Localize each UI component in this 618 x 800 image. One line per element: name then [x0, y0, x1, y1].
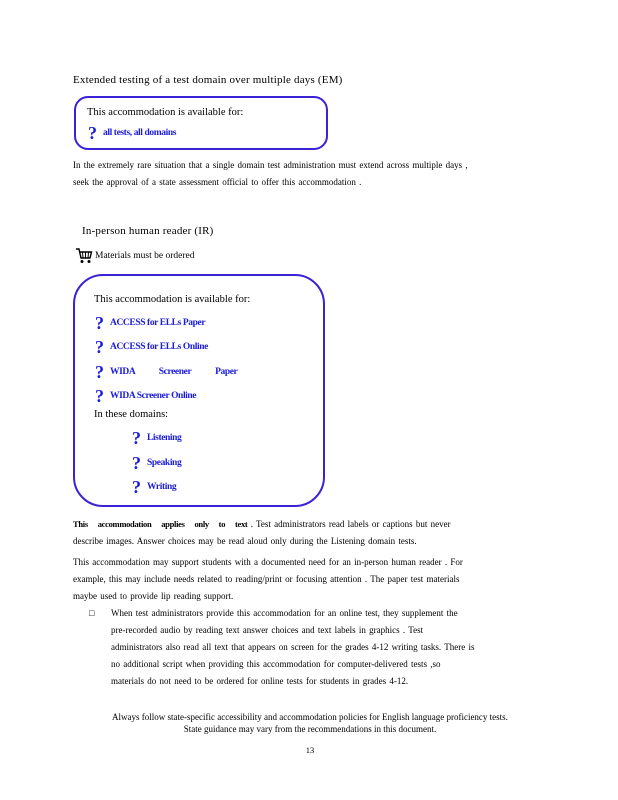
question-mark-bullet-icon: ? — [88, 123, 97, 143]
availability-box-em — [74, 96, 328, 150]
paragraph-line: This accommodation may support students with a documented need for an in-person human reader . For — [73, 557, 463, 567]
list-item-label: ACCESS for ELLs Paper — [110, 318, 206, 328]
shopping-cart-icon — [75, 247, 93, 265]
paragraph-line: When test administrators provide this accommodation for an online test, they supplement the — [111, 608, 458, 618]
list-item-label: ACCESS for ELLs Online — [110, 342, 208, 352]
box-intro-em: This accommodation is available for: — [87, 107, 244, 118]
bullet-paragraph — [111, 605, 551, 690]
paragraph-em — [73, 157, 553, 191]
materials-note — [75, 247, 194, 265]
question-mark-bullet-icon: ? — [132, 428, 141, 448]
question-mark-bullet-icon: ? — [95, 337, 104, 357]
applies-rest: . Test administrators read labels or captions but never — [250, 519, 451, 529]
list-item — [95, 387, 196, 405]
materials-note-label: Materials must be ordered — [95, 251, 195, 261]
list-item-label: all tests, all domains — [103, 128, 177, 138]
paragraph-line: administrators also read all text that appears on screen for the grades 4-12 writing tasks. There is — [111, 642, 475, 652]
domain-label: Listening — [147, 433, 182, 443]
list-item — [88, 124, 176, 142]
section-heading-ir: In-person human reader (IR) — [82, 225, 214, 237]
paragraph-line — [73, 516, 553, 533]
list-item — [132, 478, 176, 496]
list-item — [95, 338, 208, 356]
paragraph-support — [73, 554, 553, 605]
paragraph-line: materials do not need to be ordered for online tests for students in grades 4-12. — [111, 676, 409, 686]
applies-lead: This accommodation applies only to text — [73, 519, 248, 529]
footer-note — [60, 712, 560, 734]
list-item — [95, 363, 237, 381]
section-heading-em: Extended testing of a test domain over multiple days (EM) — [73, 74, 343, 86]
list-item — [132, 454, 181, 472]
box-intro-ir: This accommodation is available for: — [94, 294, 251, 305]
domains-label: In these domains: — [94, 409, 169, 420]
paragraph-line: no additional script when providing this accommodation for computer-delivered tests ,so — [111, 659, 441, 669]
domain-label: Speaking — [147, 458, 182, 468]
paragraph-line: seek the approval of a state assessment official to offer this accommodation . — [73, 177, 362, 187]
paragraph-applies — [73, 516, 553, 550]
bullet-marker-icon: □ — [89, 608, 95, 618]
list-item — [95, 314, 205, 332]
footer-line: Always follow state-specific accessibility and accommodation policies for English language proficiency tests. — [112, 712, 508, 722]
footer-line: State guidance may vary from the recommendations in this document. — [183, 724, 437, 734]
question-mark-bullet-icon: ? — [95, 313, 104, 333]
paragraph-line: example, this may include needs related to reading/print or focusing attention . The paper test materials — [73, 574, 460, 584]
paragraph-line: maybe used to provide lip reading support. — [73, 591, 234, 601]
domain-label: Writing — [147, 482, 177, 492]
availability-box-ir — [73, 274, 325, 507]
paragraph-line: pre-recorded audio by reading text answer choices and text labels in graphics . Test — [111, 625, 424, 635]
question-mark-bullet-icon: ? — [95, 386, 104, 406]
page-number: 13 — [305, 745, 315, 755]
paragraph-line: In the extremely rare situation that a single domain test administration must extend across multiple days , — [73, 160, 468, 170]
question-mark-bullet-icon: ? — [132, 453, 141, 473]
list-item-label: WIDA Screener Paper — [110, 367, 238, 377]
list-item — [132, 429, 181, 447]
question-mark-bullet-icon: ? — [132, 477, 141, 497]
paragraph-line: describe images. Answer choices may be read aloud only during the Listening domain tests. — [73, 536, 417, 546]
question-mark-bullet-icon: ? — [95, 362, 104, 382]
list-item-label: WIDA Screener Online — [110, 391, 197, 401]
